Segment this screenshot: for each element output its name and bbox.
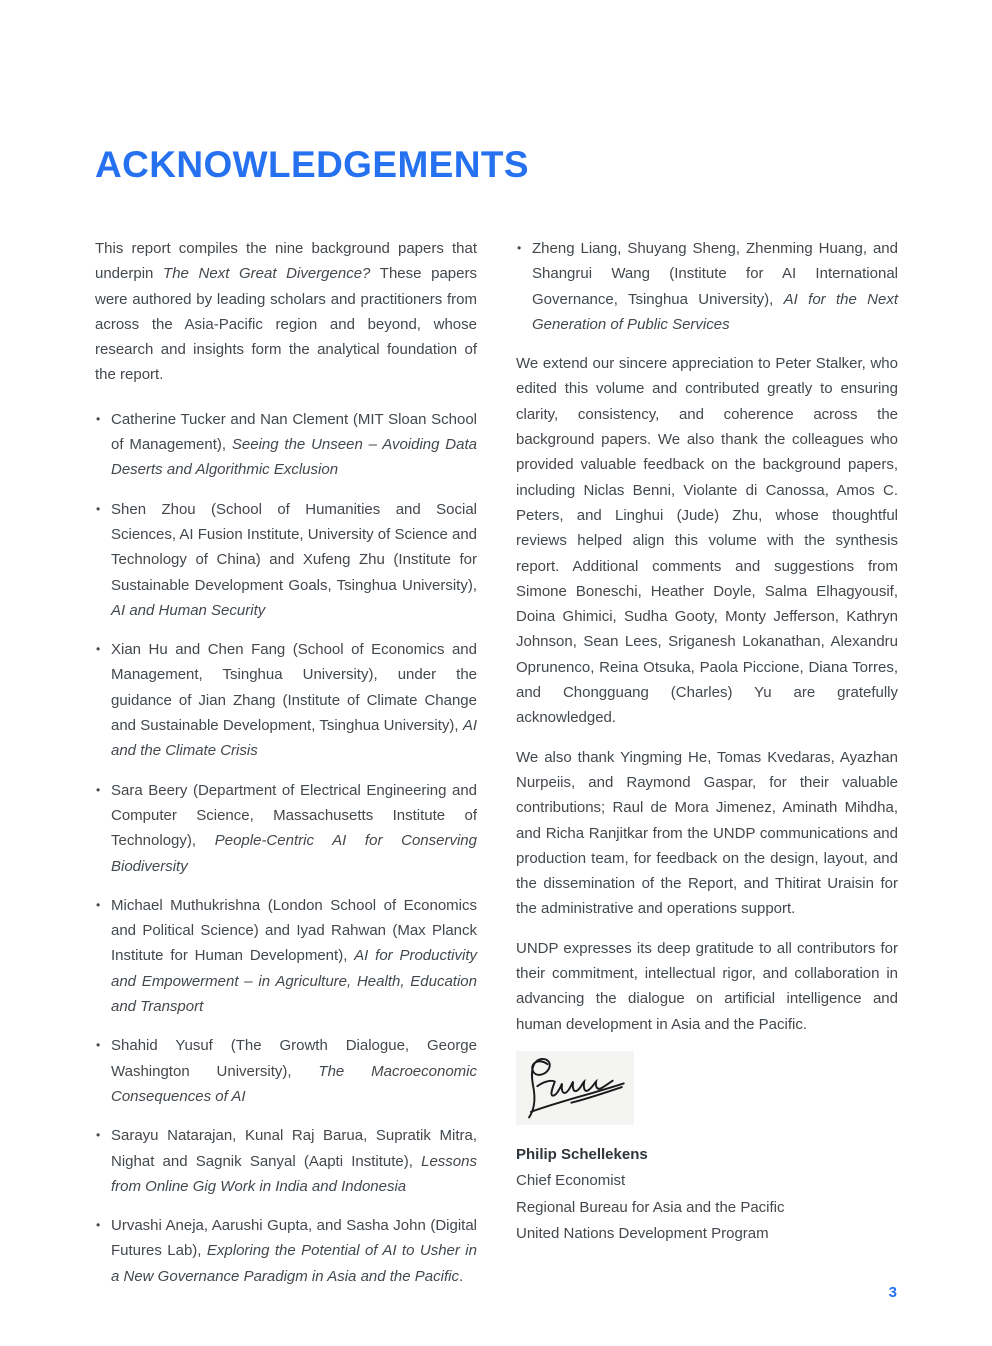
signature-image xyxy=(516,1051,634,1125)
acknowledgement-paragraphs xyxy=(516,351,898,1037)
text-segment: Shen Zhou (School of Humanities and Social Sciences, AI Fusion Institute, University of Science and Technology of China) and Xufeng Zhu (Institute for Sustainable Development Goals, Tsinghua University), xyxy=(111,500,478,594)
text-segment: Sara Beery (Department of Electrical Engineering and Computer Science, Massachusetts Institute of Technology), xyxy=(111,781,477,850)
signatory-name: Philip Schellekens xyxy=(516,1145,648,1163)
text-segment: Xian Hu and Chen Fang (School of Economics and Management, Tsinghua University), under the guidance of Jian Zhang (Institute of Climate Change and Sustainable Development, Tsinghua University), xyxy=(111,641,477,735)
signatory-title: Chief Economist xyxy=(516,1172,626,1190)
text-segment: Michael Muthukrishna (London School of Economics and Political Science) and Iyad Rahwan (Max Planck Institute for Human Development), xyxy=(111,896,477,965)
text-segment: . xyxy=(458,1267,464,1285)
paragraph: We extend our sincere appreciation to Peter Stalker, who edited this volume and contributed greatly to ensuring clarity, consistency, and coherence across the background papers. We also thank the colleagues who provided valuable feedback on the background papers, including Niclas Benni, Violante di Canossa, Amos C. Peters, and Linghui (Jude) Zhu, whose thoughtful reviews helped align this volume with the synthesis report. Additional comments and suggestions from Simone Boneschi, Heather Doyle, Salma Elhagyousif, Doina Ghimici, Sudha Gooty, Monty Jefferson, Kathryn Johnson, Sean Lees, Sriganesh Lokanathan, Alexandru Oprunenco, Reina Otsuka, Paola Piccione, Diana Torres, and Chongguang (Charles) Yu are gratefully acknowledged. xyxy=(516,355,898,727)
paper-title: The Next Great Divergence? xyxy=(163,265,371,283)
paper-title: Exploring the Potential of AI to Usher in a New Governance Paradigm in Asia and the Pacific xyxy=(111,1242,477,1285)
list-item xyxy=(95,1213,477,1289)
list-item xyxy=(95,1033,477,1109)
background-papers-list xyxy=(95,407,477,1289)
paper-title: AI and Human Security xyxy=(111,601,266,619)
list-item xyxy=(95,778,477,879)
text-segment: Sarayu Natarajan, Kunal Raj Barua, Supratik Mitra, Nighat and Sagnik Sanyal (Aapti Institute), xyxy=(111,1127,477,1170)
paper-title: AI and the Climate Crisis xyxy=(111,717,477,760)
paper-title: The Macroeconomic Consequences of AI xyxy=(111,1062,477,1105)
paragraph: UNDP expresses its deep gratitude to all contributors for their commitment, intellectual rigor, and collaboration in advancing the dialogue on artificial intelligence and human development in Asia and the Pacific. xyxy=(516,939,898,1033)
intro-paragraph xyxy=(95,236,477,388)
right-column xyxy=(516,236,898,1247)
list-item xyxy=(95,1123,477,1199)
left-column xyxy=(95,236,477,1303)
paper-title: AI for Productivity and Empowerment – in Agriculture, Health, Education and Transport xyxy=(111,947,477,1016)
background-papers-list-continued xyxy=(516,236,898,337)
text-segment: These papers were authored by leading scholars and practitioners from across the Asia-Pacific region and beyond, whose research and insights form the analytical foundation of the report. xyxy=(95,265,477,384)
text-segment: Zheng Liang, Shuyang Sheng, Zhenming Huang, and Shangrui Wang (Institute for AI International Governance, Tsinghua University), xyxy=(532,240,898,308)
signatory-bureau: Regional Bureau for Asia and the Pacific xyxy=(516,1198,785,1216)
list-item xyxy=(516,236,898,337)
page-content xyxy=(95,145,898,1303)
page-number: 3 xyxy=(888,1284,897,1301)
signatory-organization: United Nations Development Program xyxy=(516,1224,769,1242)
paragraph: We also thank Yingming He, Tomas Kvedaras, Ayazhan Nurpeiis, and Raymond Gaspar, for their valuable contributions; Raul de Mora Jimenez, Aminath Mihdha, and Richa Ranjitkar from the UNDP communications and production team, for feedback on the design, layout, and the dissemination of the Report, and Thitirat Uraisin for the administrative and operations support. xyxy=(516,748,898,918)
text-segment: Shahid Yusuf (The Growth Dialogue, George Washington University), xyxy=(111,1037,477,1080)
two-column-layout xyxy=(95,236,898,1303)
text-segment: Urvashi Aneja, Aarushi Gupta, and Sasha John (Digital Futures Lab), xyxy=(111,1217,477,1260)
list-item xyxy=(95,407,477,483)
paper-title: AI for the Next Generation of Public Services xyxy=(532,290,899,333)
list-item xyxy=(95,893,477,1019)
text-segment: This report compiles the nine background papers that underpin xyxy=(95,240,477,283)
list-item xyxy=(95,497,477,623)
paper-title: Seeing the Unseen – Avoiding Data Deserts and Algorithmic Exclusion xyxy=(111,436,477,479)
paper-title: Lessons from Online Gig Work in India and Indonesia xyxy=(111,1152,477,1195)
text-segment: Catherine Tucker and Nan Clement (MIT Sloan School of Management), xyxy=(111,410,477,454)
list-item xyxy=(95,637,477,763)
paper-title: People-Centric AI for Conserving Biodiversity xyxy=(111,832,477,875)
page-title: ACKNOWLEDGEMENTS xyxy=(95,144,529,185)
